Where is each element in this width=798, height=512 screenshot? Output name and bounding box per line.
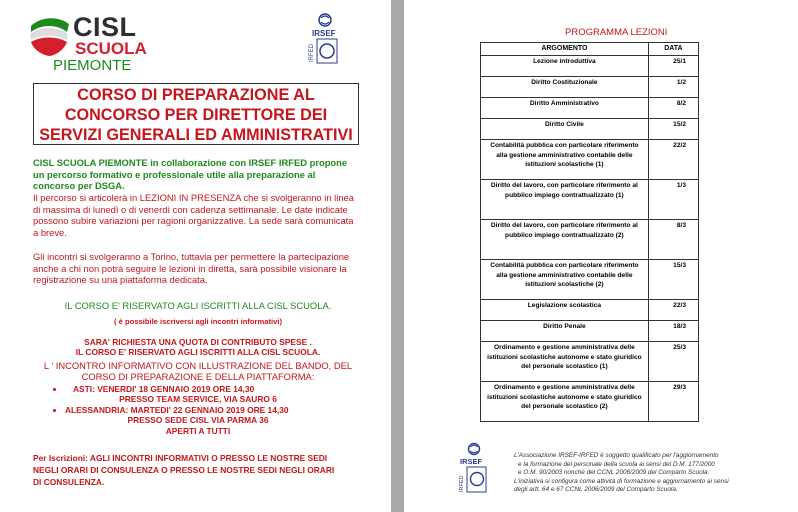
text-line: a breve.	[33, 226, 67, 238]
text-line: Per Iscrizioni: AGLI INCONTRI INFORMATIVI O PRESSO LE NOSTRE SEDI	[33, 453, 328, 463]
topic-cell: Lezione introduttiva	[481, 55, 649, 76]
irsef-irfed-logo-icon	[305, 12, 345, 67]
flyer-page	[0, 0, 391, 512]
topic-cell: Diritto Penale	[481, 320, 649, 341]
topic-cell: Diritto Costituzionale	[481, 76, 649, 97]
table-row	[481, 118, 699, 139]
topic-cell: Contabilità pubblica con particolare riferimento alla gestione amministrativo contabile delle istituzioni scolastiche (2)	[481, 259, 649, 299]
logo-sub-text: SCUOLA	[75, 39, 147, 58]
table-header-row	[481, 43, 699, 56]
text-line: degli artt. 64 e 67 CCNL 2006/2009 del Comparto Scuola.	[514, 486, 678, 493]
text-line: concorso per DSGA.	[33, 180, 125, 192]
accreditation-footer	[514, 452, 794, 495]
date-cell: 22/2	[648, 139, 698, 179]
text-line: L'Associazione IRSEF-IRFED è soggetto qualificato per l'aggiornamento	[514, 452, 719, 459]
title-line: SERVIZI GENERALI ED AMMINISTRATIVI	[39, 126, 353, 144]
text-line: un percorso formativo e professionale utile alla preparazione al	[33, 168, 316, 180]
text-line: Il percorso si articolerà in LEZIONI IN PRESENZA che si svolgeranno in linea	[33, 192, 354, 203]
date-cell: 25/3	[648, 341, 698, 381]
topic-cell: Diritto Civile	[481, 118, 649, 139]
title-line: CONCORSO PER DIRETTORE DEI	[64, 106, 328, 124]
info-meeting-dates	[33, 384, 363, 436]
svg-text:IRFED: IRFED	[309, 44, 315, 62]
cisl-scuola-logo	[27, 12, 147, 62]
date-item	[65, 384, 363, 405]
program-title: PROGRAMMA LEZIONI	[565, 27, 668, 38]
info-meeting-heading	[33, 360, 363, 382]
table-row	[481, 320, 699, 341]
text-line: SARA' RICHIESTA UNA QUOTA DI CONTRIBUTO SPESE .	[84, 337, 312, 347]
table-row	[481, 341, 699, 381]
topic-cell: Diritto del lavoro, con particolare riferimento al pubblico impiego contrattualizzato (2)	[481, 219, 649, 259]
date-cell: 22/3	[648, 299, 698, 320]
text-line: possono subire variazioni per ragioni organizzative. La sede sarà comunicata	[33, 215, 354, 227]
text-line: registrazione su una piattaforma dedicata.	[33, 274, 208, 286]
date-cell: 15/2	[648, 118, 698, 139]
date-cell: 25/1	[648, 55, 698, 76]
date-cell: 8/3	[648, 219, 698, 259]
table-row	[481, 259, 699, 299]
fee-notice	[33, 337, 363, 358]
text-line: NEGLI ORARI DI CONSULENZA O PRESSO LE NOSTRE SEDI NEGLI ORARI	[33, 464, 335, 475]
text-line: DI CONSULENZA.	[33, 476, 105, 487]
lessons-table	[480, 42, 699, 422]
topic-cell: Ordinamento e gestione amministrativa delle istituzioni scolastiche autonome e stato giuridico del personale scolastico (2)	[481, 381, 649, 421]
signup-paragraph	[33, 453, 363, 488]
topic-cell: Contabilità pubblica con particolare riferimento alla gestione amministrativo contabile delle istituzioni scolastiche (1)	[481, 139, 649, 179]
intro-paragraph	[33, 157, 363, 192]
course-title	[33, 83, 359, 145]
topic-cell: Legislazione scolastica	[481, 299, 649, 320]
table-row	[481, 219, 699, 259]
logo-main-text: CISL	[73, 12, 137, 42]
date-cell: 15/3	[648, 259, 698, 299]
text-line: L ' INCONTRO INFORMATIVO CON ILLUSTRAZIONE DEL BANDO, DEL	[43, 360, 353, 371]
text-line: di massima di lunedì o di venerdì con cadenza settimanale. Le date indicate	[33, 203, 348, 215]
title-line: CORSO DI PREPARAZIONE AL	[77, 86, 315, 104]
date-main: ALESSANDRIA: MARTEDI' 22 GENNAIO 2019 ORE 14,30	[65, 404, 289, 415]
text-line: CISL SCUOLA PIEMONTE in collaborazione con IRSEF IRFED propone	[33, 157, 348, 168]
date-place: PRESSO SEDE CISL VIA PARMA 36	[127, 415, 269, 426]
cisl-swoosh-icon	[27, 12, 71, 56]
column-header: ARGOMENTO	[481, 43, 649, 56]
topic-cell: Ordinamento e gestione amministrativa delle istituzioni scolastiche autonome e stato giuridico del personale scolastico (1)	[481, 341, 649, 381]
program-page	[404, 0, 798, 512]
reserved-notice: IL CORSO E' RISERVATO AGLI ISCRITTI ALLA CISL SCUOLA.	[64, 300, 332, 311]
svg-text:IRFED: IRFED	[459, 475, 465, 492]
table-row	[481, 299, 699, 320]
location-paragraph	[33, 251, 363, 286]
table-row	[481, 139, 699, 179]
table-row	[481, 179, 699, 219]
text-line: L'iniziativa si configura come attività di formazione e aggiornamento ai sensi	[514, 477, 729, 485]
date-cell: 1/3	[648, 179, 698, 219]
text-line: CORSO DI PREPARAZIONE E DELLA PIATTAFORMA:	[81, 371, 315, 383]
table-row	[481, 55, 699, 76]
date-main: ASTI: VENERDI' 18 GENNAIO 2019 ORE 14,30	[73, 384, 255, 394]
date-cell: 29/3	[648, 381, 698, 421]
text-line: e la formazione del personale della scuola ai sensi del D.M. 177/2000	[518, 460, 715, 468]
text-line: e O.M. 90/2003 nonché del CCNL 2006/2009 del Comparto Scuola.	[518, 469, 710, 476]
svg-text:IRSEF: IRSEF	[460, 457, 483, 466]
date-cell: 8/2	[648, 97, 698, 118]
text-line: anche a chi non potrà seguire le lezioni in diretta, sarà possibile visionare la	[33, 262, 347, 274]
svg-text:IRSEF: IRSEF	[312, 29, 336, 38]
date-cell: 1/2	[648, 76, 698, 97]
table-row	[481, 97, 699, 118]
topic-cell: Diritto del lavoro, con particolare riferimento al pubblico impiego contrattualizzato (1)	[481, 179, 649, 219]
region-label: PIEMONTE	[53, 57, 132, 74]
irsef-irfed-footer-logo-icon	[456, 442, 492, 496]
reserved-note: ( è possibile iscriversi agli incontri informativi)	[114, 317, 282, 326]
date-item	[65, 405, 363, 436]
date-place: PRESSO TEAM SERVICE, VIA SAURO 6	[119, 394, 277, 405]
text-line: Gli incontri si svolgeranno a Torino, tuttavia per permettere la partecipazione	[33, 251, 350, 262]
topic-cell: Diritto Amministrativo	[481, 97, 649, 118]
table-row	[481, 76, 699, 97]
column-header: DATA	[648, 43, 698, 56]
text-line: IL CORSO E' RISERVATO AGLI ISCRITTI ALLA CISL SCUOLA.	[75, 347, 321, 358]
schedule-paragraph	[33, 192, 363, 238]
date-cell: 18/3	[648, 320, 698, 341]
date-extra: APERTI A TUTTI	[165, 425, 231, 436]
table-row	[481, 381, 699, 421]
